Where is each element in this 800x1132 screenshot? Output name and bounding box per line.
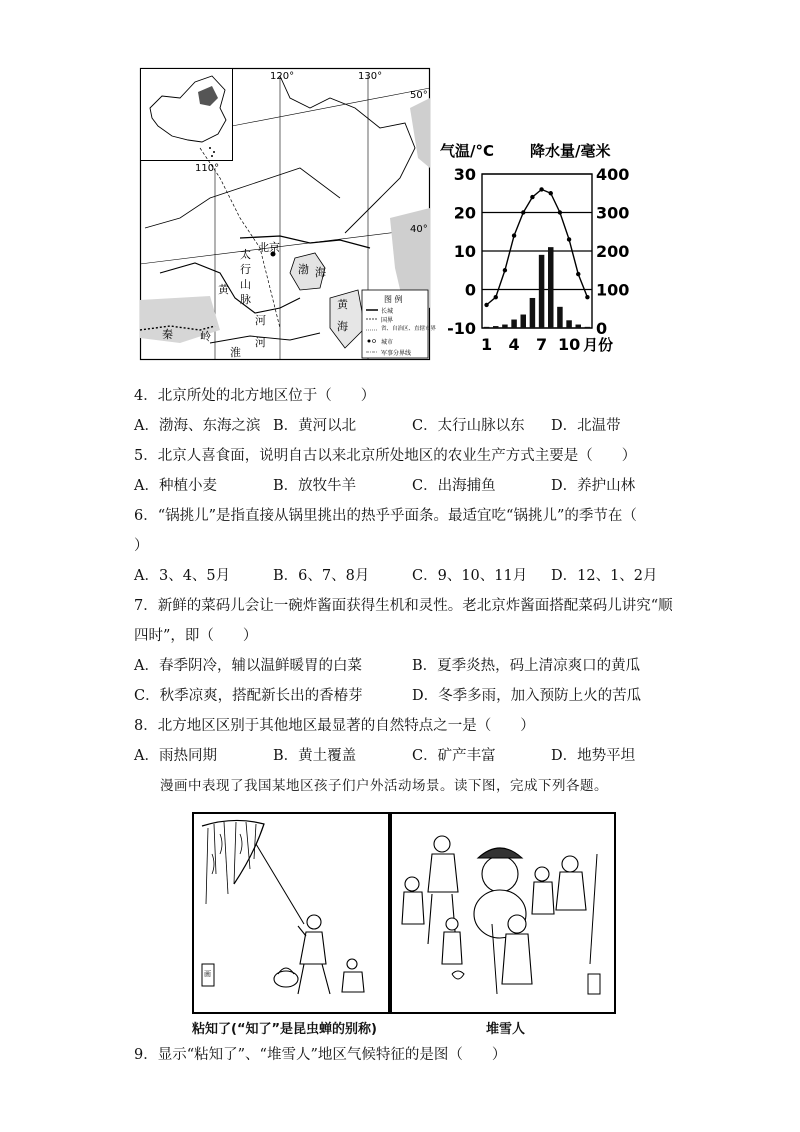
map-legend xyxy=(362,290,437,358)
snowman-illustration xyxy=(392,814,614,1012)
temp-tick-label: 0 xyxy=(464,280,476,300)
svg-text:脉: 脉 xyxy=(240,293,251,306)
precip-tick-label: 400 xyxy=(596,165,630,184)
precip-bar xyxy=(566,320,572,328)
temp-tick-label: 30 xyxy=(453,165,476,184)
svg-text:省、自治区、直辖市界: 省、自治区、直辖市界 xyxy=(381,326,437,332)
precip-tick-label: 100 xyxy=(596,280,630,300)
q6-option-d[interactable]: D．12、1、2月 xyxy=(551,568,658,584)
cartoon-snowman xyxy=(390,812,616,1014)
q4-stem: 4．北京所处的北方地区位于（ ） xyxy=(134,388,376,404)
q9-stem: 9．显示“粘知了”、“堆雪人”地区气候特征的是图（ ） xyxy=(134,1047,507,1063)
label-beijing: 北京 xyxy=(258,241,280,254)
map-svg xyxy=(140,68,437,360)
temp-point xyxy=(494,295,498,299)
month-axis-label: 月份 xyxy=(583,336,614,354)
temp-point xyxy=(585,295,589,299)
q7-option-a[interactable]: A．春季阴冷，辅以温鲜暖胃的白菜 xyxy=(134,658,362,674)
q5-option-c[interactable]: C．出海捕鱼 xyxy=(412,478,496,494)
q8-stem: 8．北方地区区别于其他地区最显著的自然特点之一是（ ） xyxy=(134,718,535,734)
svg-text:渤: 渤 xyxy=(298,263,309,276)
temp-point xyxy=(549,191,553,195)
svg-text:太: 太 xyxy=(240,248,251,261)
q4-option-d[interactable]: D．北温带 xyxy=(551,418,621,434)
precip-tick-label: 0 xyxy=(596,319,608,338)
temp-point xyxy=(512,233,516,237)
cartoon-left-caption: 粘知了(“知了”是昆虫蝉的别称) xyxy=(192,1022,377,1037)
cartoon-right-caption: 堆雪人 xyxy=(486,1022,526,1037)
temp-tick-label: -10 xyxy=(447,319,476,338)
q8-option-a[interactable]: A．雨热同期 xyxy=(134,748,217,764)
svg-text:河: 河 xyxy=(255,336,266,349)
precip-bar xyxy=(548,247,554,328)
q6-stem: 6．“锅挑儿”是指直接从锅里挑出的热乎乎面条。最适宜吃“锅挑儿”的季节在（ xyxy=(134,508,637,524)
svg-text:长城: 长城 xyxy=(381,308,394,315)
q6-stem-cont: ） xyxy=(134,538,149,554)
precip-bar xyxy=(539,255,545,328)
temp-point xyxy=(530,195,534,199)
svg-text:河: 河 xyxy=(255,314,266,327)
lon-label-110: 110° xyxy=(195,163,220,174)
q7-stem-cont: 四时”，即（ ） xyxy=(134,628,258,644)
temp-tick-label: 20 xyxy=(453,203,476,223)
cicada-illustration xyxy=(194,814,388,1012)
svg-text:行: 行 xyxy=(240,263,251,276)
svg-text:黄: 黄 xyxy=(337,298,348,311)
climate-svg xyxy=(440,138,632,358)
q6-option-c[interactable]: C．9、10、11月 xyxy=(412,568,528,584)
svg-text:军事分界线: 军事分界线 xyxy=(381,350,412,357)
svg-text:岭: 岭 xyxy=(200,330,211,343)
temp-point xyxy=(521,210,525,214)
precip-bar xyxy=(521,315,527,328)
lat-label-50: 50° xyxy=(410,90,428,101)
precip-bar xyxy=(502,325,508,328)
q8-option-c[interactable]: C．矿产丰富 xyxy=(412,748,496,764)
precip-tick-label: 200 xyxy=(596,242,630,261)
q8-option-b[interactable]: B．黄土覆盖 xyxy=(273,748,357,764)
svg-text:秦: 秦 xyxy=(162,328,173,341)
temp-point xyxy=(576,272,580,276)
month-tick-label: 7 xyxy=(536,335,548,354)
temp-point xyxy=(558,210,562,214)
cartoon-catching-cicadas xyxy=(192,812,390,1014)
q4-option-c[interactable]: C．太行山脉以东 xyxy=(412,418,525,434)
temp-point xyxy=(539,187,543,191)
precip-bar xyxy=(511,320,516,328)
precip-bar xyxy=(530,298,536,328)
lon-label-120: 120° xyxy=(270,71,295,82)
precip-bar xyxy=(576,325,582,328)
inset-map-frame xyxy=(141,69,233,161)
month-tick-label: 4 xyxy=(508,335,520,354)
month-tick-label: 10 xyxy=(557,335,581,354)
chart-grid xyxy=(482,174,592,328)
svg-text:城市: 城市 xyxy=(381,339,394,346)
q6-option-a[interactable]: A．3、4、5月 xyxy=(134,568,231,584)
q4-option-b[interactable]: B．黄河以北 xyxy=(273,418,357,434)
temp-point xyxy=(503,268,507,272)
q5-stem: 5．北京人喜食面，说明自古以来北京所处地区的农业生产方式主要是（ ） xyxy=(134,448,637,464)
q7-option-d[interactable]: D．冬季多雨，加入预防上火的苦瓜 xyxy=(412,688,642,704)
temp-tick-label: 10 xyxy=(453,242,476,261)
svg-text:国界: 国界 xyxy=(381,317,394,324)
q7-stem: 7．新鲜的菜码儿会让一碗炸酱面获得生机和灵性。老北京炸酱面搭配菜码儿讲究“顺 xyxy=(134,598,673,614)
lat-label-40: 40° xyxy=(410,224,428,235)
q4-option-a[interactable]: A．渤海、东海之滨 xyxy=(134,418,261,434)
svg-text:海: 海 xyxy=(315,266,326,279)
axis-ticks xyxy=(447,165,629,354)
temp-point xyxy=(567,237,571,241)
q6-option-b[interactable]: B．6、7、8月 xyxy=(273,568,370,584)
svg-text:淮: 淮 xyxy=(230,346,241,359)
temp-point xyxy=(484,303,488,307)
precip-axis-label: 降水量/毫米 xyxy=(530,142,611,160)
q8-option-d[interactable]: D．地势平坦 xyxy=(551,748,636,764)
month-tick-label: 1 xyxy=(481,335,493,354)
precip-bar xyxy=(493,326,499,328)
q7-option-b[interactable]: B．夏季炎热，码上清凉爽口的黄瓜 xyxy=(412,658,641,674)
svg-text:图 例: 图 例 xyxy=(384,295,403,304)
q7-option-c[interactable]: C．秋季凉爽，搭配新长出的香椿芽 xyxy=(134,688,363,704)
q5-option-b[interactable]: B．放牧牛羊 xyxy=(273,478,357,494)
precip-bar xyxy=(557,307,563,328)
precip-bar xyxy=(484,327,490,328)
section-intro: 漫画中表现了我国某地区孩子们户外活动场景。读下图，完成下列各题。 xyxy=(160,778,608,794)
precip-tick-label: 300 xyxy=(596,203,630,223)
climate-chart xyxy=(440,138,632,358)
svg-text:海: 海 xyxy=(337,320,348,333)
q5-option-a[interactable]: A．种植小麦 xyxy=(134,478,217,494)
temp-line-path xyxy=(487,189,588,305)
svg-text:画: 画 xyxy=(204,970,211,978)
lon-label-130: 130° xyxy=(358,71,383,82)
north-china-map xyxy=(140,68,437,360)
temp-axis-label: 气温/°C xyxy=(440,142,494,160)
svg-text:山: 山 xyxy=(240,278,251,291)
precip-bar xyxy=(585,327,591,328)
svg-text:黄: 黄 xyxy=(218,283,229,296)
q5-option-d[interactable]: D．养护山林 xyxy=(551,478,636,494)
